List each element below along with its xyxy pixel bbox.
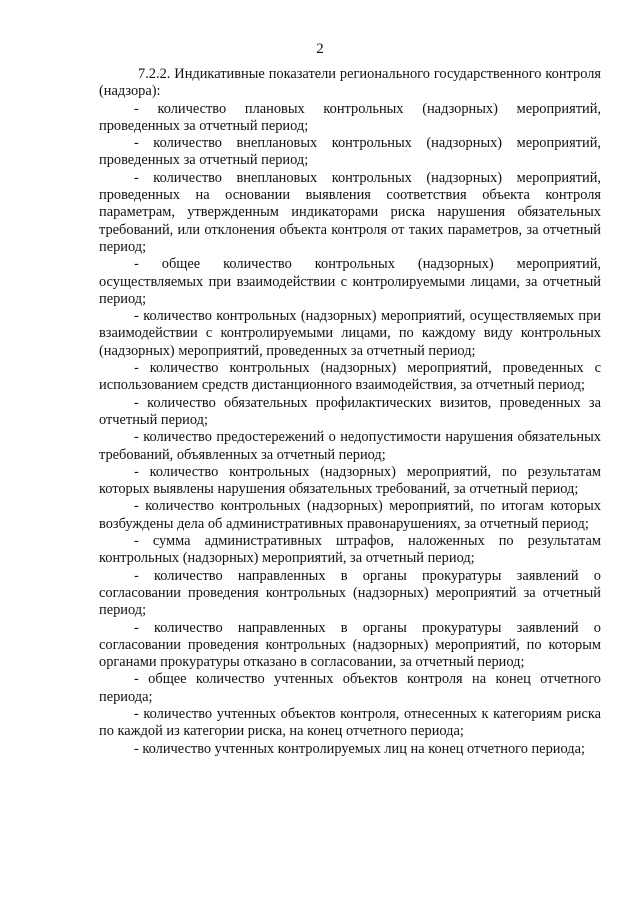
list-item: - количество учтенных контролируемых лиц на конец отчетного периода; (134, 740, 585, 757)
list-item: - количество учтенных объектов контроля, отнесенных к категориям риска по каждой из категории риска, на конец отчетного периода; (99, 705, 601, 740)
list-item: - количество направленных в органы прокуратуры заявлений о согласовании проведения контрольных (надзорных) мероприятий за отчетный период; (99, 567, 601, 619)
list-item: - количество направленных в органы прокуратуры заявлений о согласовании проведения контрольных (надзорных) мероприятий, по которым органами прокуратуры отказано в согласовании, за отчетный период; (99, 619, 601, 671)
list-item: - количество предостережений о недопустимости нарушения обязательных требований, объявленных за отчетный период; (99, 429, 601, 463)
page-number: 2 (316, 41, 324, 57)
list-item: - количество контрольных (надзорных) мероприятий, по итогам которых возбуждены дела об административных правонарушениях, за отчетный период; (99, 498, 601, 532)
list-item: - общее количество контрольных (надзорных) мероприятий, осуществляемых при взаимодействии с контролируемыми лицами, за отчетный период; (99, 256, 601, 307)
list-item: - количество плановых контрольных (надзорных) мероприятий, проведенных за отчетный период; (99, 100, 601, 134)
list-item: - количество контрольных (надзорных) мероприятий, по результатам которых выявлены нарушения обязательных требований, за отчетный период; (99, 463, 601, 498)
list-item: - количество внеплановых контрольных (надзорных) мероприятий, проведенных на основании выявления соответствия объекта контроля параметрам, утвержденным индикаторами риска нарушения обязательных требований, или отклонения объекта контроля от таких параметров, за отчетный период; (99, 169, 601, 255)
section-heading: 7.2.2. Индикативные показатели регионального государственного контроля (надзора): (99, 66, 601, 100)
list-item: - общее количество учтенных объектов контроля на конец отчетного периода; (99, 671, 601, 705)
list-item: - количество контрольных (надзорных) мероприятий, осуществляемых при взаимодействии с контролируемыми лицами, по каждому виду контрольных (надзорных) мероприятий, проведенных за отчетный период; (99, 308, 601, 359)
list-item: - сумма административных штрафов, наложенных по результатам контрольных (надзорных) мероприятий, за отчетный период; (99, 533, 601, 567)
list-item: - количество контрольных (надзорных) мероприятий, проведенных с использованием средств дистанционного взаимодействия, за отчетный период; (99, 360, 601, 394)
document-body (99, 66, 601, 758)
list-item: - количество обязательных профилактических визитов, проведенных за отчетный период; (99, 394, 601, 428)
list-item: - количество внеплановых контрольных (надзорных) мероприятий, проведенных за отчетный период; (99, 135, 601, 169)
